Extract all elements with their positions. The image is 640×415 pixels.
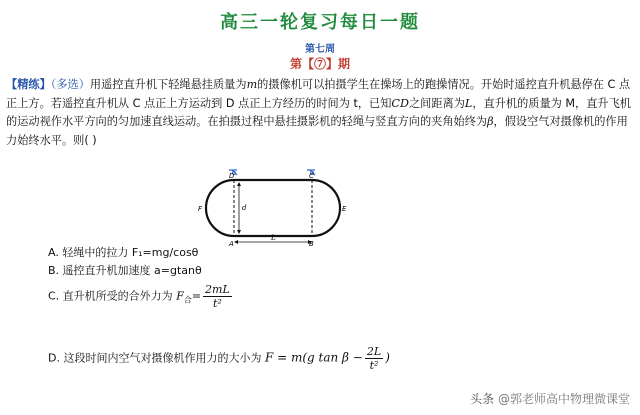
watermark xyxy=(470,390,630,407)
label-l-distance: L xyxy=(271,234,276,242)
label-d-distance: d xyxy=(242,204,247,212)
watermark-platform: 头条 xyxy=(470,392,495,406)
option-d-fraction xyxy=(365,345,383,372)
track-diagram xyxy=(176,168,366,248)
var-beta: β xyxy=(487,115,494,128)
var-m: m xyxy=(246,78,258,91)
option-c-sub: 合 xyxy=(183,295,192,305)
problem-text-4: ，直升机的质量为 M，直升飞机的运动视作水平方向的匀加速直线运动。在拍摄过程中悬挂摄影机的轻绳与竖直方向的夹角始终为 xyxy=(6,96,631,128)
option-c xyxy=(48,283,234,310)
option-d-expr-1: F = m(g tan β − xyxy=(264,350,363,365)
problem-text-3: 之间距离为 xyxy=(408,96,465,110)
problem-tag: 【精练】 xyxy=(6,78,51,91)
option-c-fraction xyxy=(203,283,232,310)
page-title: 高三一轮复习每日一题 xyxy=(220,12,420,33)
running-track xyxy=(206,180,340,236)
option-c-prefix: C. 直升机所受的合外力为 xyxy=(48,289,173,303)
option-c-numerator: 2mL xyxy=(205,283,230,296)
watermark-author: @郭老师高中物理微课堂 xyxy=(497,392,630,406)
label-d-point: D xyxy=(229,172,235,180)
label-a-point: A xyxy=(229,240,234,248)
week-label: 第七周 xyxy=(305,44,335,55)
problem-text-5: ，假设空气对摄像机的作用力始终水平。则( ) xyxy=(6,115,628,147)
label-b-point: B xyxy=(309,240,314,248)
option-d xyxy=(48,345,390,372)
problem-text-1: 用遥控直升机下轻绳悬挂质量为 xyxy=(89,78,247,91)
option-c-denominator: t² xyxy=(212,297,222,310)
option-c-f: F xyxy=(176,289,184,303)
issue-label: 第【⑦】期 xyxy=(289,57,350,71)
multi-choice-tag: （多选） xyxy=(50,78,90,91)
label-e-point: E xyxy=(342,205,347,213)
option-d-denominator: t² xyxy=(369,359,379,372)
var-cd: CD xyxy=(391,96,409,110)
option-b: B. 遥控直升机加速度 a=gtanθ xyxy=(48,264,202,277)
option-d-prefix: D. 这段时间内空气对摄像机作用力的大小为 xyxy=(48,351,262,365)
var-l: L xyxy=(464,96,473,110)
option-c-eq: = xyxy=(191,289,202,303)
label-f-point: F xyxy=(198,205,203,213)
problem-text-2: 的摄像机可以拍摄学生在操场上的跑操情况。开始时遥控直升机悬停在 C 点正上方。若遥控直升机从 C 点正上方运动到 D 点正上方经历的时间为 t，已知 xyxy=(6,78,631,110)
label-c-point: C xyxy=(309,172,314,180)
problem-statement xyxy=(6,76,634,150)
option-a: A. 轻绳中的拉力 F₁=mg/cosθ xyxy=(48,246,199,259)
option-d-numerator: 2L xyxy=(366,345,382,358)
option-d-expr-2: ) xyxy=(385,350,390,365)
